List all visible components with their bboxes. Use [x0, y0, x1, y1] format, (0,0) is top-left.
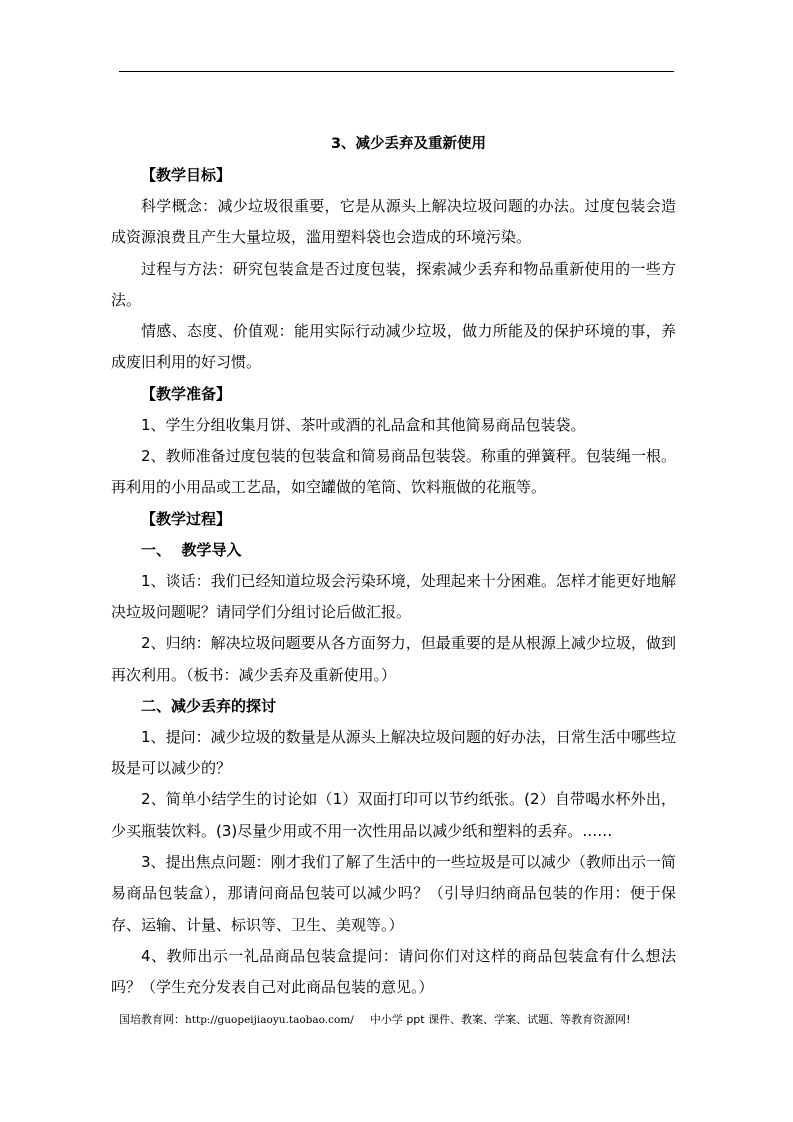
header-rule	[119, 71, 674, 72]
paragraph: 2、教师准备过度包装的包装盒和简易商品包装袋。称重的弹簧秤。包装绳一根。再利用的小用品或工艺品，如空罐做的笔筒、饮料瓶做的花瓶等。	[111, 447, 676, 497]
paragraph: 情感、态度、价值观：能用实际行动减少垃圾，做力所能及的保护环境的事，养成废旧利用的好习惯。	[111, 322, 676, 372]
paragraph: 过程与方法：研究包装盒是否过度包装，探索减少丢弃和物品重新使用的一些方法。	[111, 259, 676, 309]
paragraph: 3、提出焦点问题：刚才我们了解了生活中的一些垃圾是可以减少（教师出示一简易商品包装盒），那请问商品包装可以减少吗？（引导归纳商品包装的作用：便于保存、运输、计量、标识等、卫生、美观等。）	[111, 853, 676, 934]
subsection-heading-reduce: 二、减少丢弃的探讨	[141, 696, 277, 715]
paragraph: 1、谈话：我们已经知道垃圾会污染环境，处理起来十分困难。怎样才能更好地解决垃圾问题呢？请同学们分组讨论后做汇报。	[111, 571, 676, 621]
footer-site-label: 国培教育网：	[119, 1013, 185, 1026]
section-heading-process: 【教学过程】	[141, 509, 232, 528]
section-heading-goals: 【教学目标】	[141, 166, 232, 184]
footer-slogan: 中小学 ppt 课件、教案、学案、试题、等教育资源网!	[369, 1013, 631, 1026]
footer-url-link[interactable]: http://guopeijiaoyu.taobao.com/	[185, 1014, 354, 1026]
paragraph: 1、学生分组收集月饼、茶叶或酒的礼品盒和其他简易商品包装袋。	[141, 415, 586, 434]
paragraph: 科学概念：减少垃圾很重要，它是从源头上解决垃圾问题的办法。过度包装会造成资源浪费且产生大量垃圾，滥用塑料袋也会造成的环境污染。	[111, 197, 676, 247]
paragraph: 2、简单小结学生的讨论如（1）双面打印可以节约纸张。(2）自带喝水杯外出，少买瓶装饮料。(3)尽量少用或不用一次性用品以减少纸和塑料的丢弃。……	[111, 790, 676, 840]
page-footer	[119, 1011, 679, 1029]
document-body	[111, 128, 676, 1004]
paragraph: 1、提问：减少垃圾的数量是从源头上解决垃圾问题的好办法，日常生活中哪些垃圾是可以减少的？	[111, 727, 676, 778]
subsection-heading-intro: 一、 教学导入	[141, 540, 242, 559]
paragraph: 2、归纳：解决垃圾问题要从各方面努力，但最重要的是从根源上减少垃圾，做到再次利用。（板书：减少丢弃及重新使用。）	[111, 634, 676, 684]
section-heading-prep: 【教学准备】	[141, 384, 232, 403]
document-title: 3、减少丢弃及重新使用	[330, 136, 487, 152]
paragraph: 4、教师出示一礼品商品包装盒提问：请问你们对这样的商品包装盒有什么想法吗？（学生充分发表自己对此商品包装的意见。）	[111, 946, 676, 997]
